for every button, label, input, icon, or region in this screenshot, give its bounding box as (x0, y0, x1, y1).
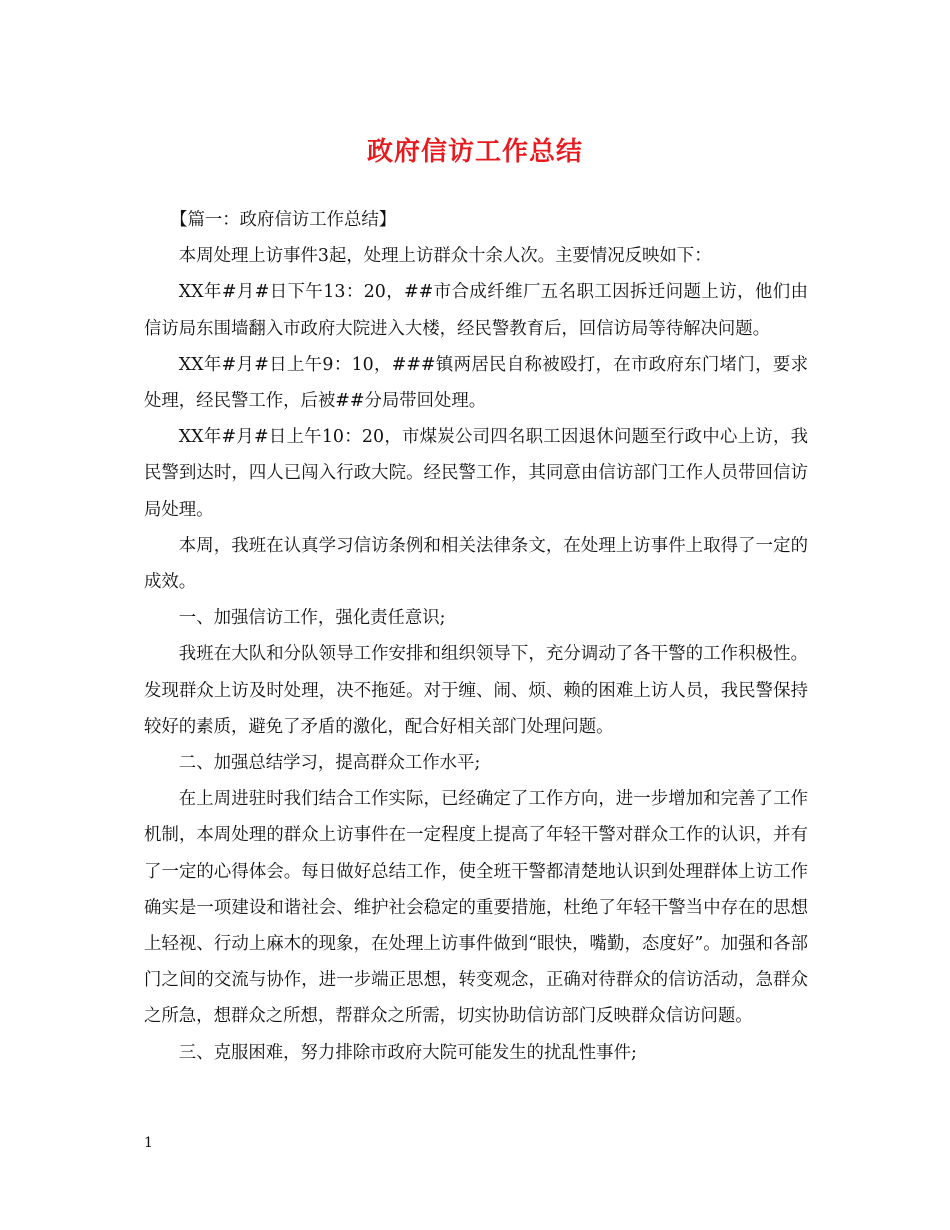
point-heading-3: 三、克服困难，努力排除市政府大院可能发生的扰乱性事件; (178, 1042, 637, 1063)
paragraph-week-results: 本周，我班在认真学习信访条例和相关法律条文，在处理上访事件上取得了一定的成效。 (144, 535, 808, 593)
paragraph-point-1: 我班在大队和分队领导工作安排和组织领导下，充分调动了各干警的工作积极性。发现群众上访及时处理，决不拖延。对于缠、闹、烦、赖的困难上访人员，我民警保持较好的素质，避免了矛盾的激化，配合好相关部门处理问题。 (144, 644, 808, 737)
document-title: 政府信访工作总结 (366, 137, 583, 167)
point-heading-2: 二、加强总结学习，提高群众工作水平; (178, 753, 481, 774)
page-number: 1 (144, 1135, 153, 1151)
section-heading: 【篇一：政府信访工作总结】 (170, 210, 397, 230)
document-body (144, 202, 808, 1071)
paragraph-incident-2: XX年#月#日上午9：10，###镇两居民自称被殴打，在市政府东门堵门，要求处理，经民警工作，后被##分局带回处理。 (144, 354, 808, 412)
paragraph-summary: 本周处理上访事件3起，处理上访群众十余人次。主要情况反映如下： (178, 246, 712, 267)
paragraph-incident-1: XX年#月#日下午13：20，##市合成纤维厂五名职工因拆迁问题上访，他们由信访局东围墙翻入市政府大院进入大楼，经民警教育后，回信访局等待解决问题。 (144, 282, 808, 339)
point-heading-1: 一、加强信访工作，强化责任意识; (178, 608, 446, 629)
paragraph-point-2: 在上周进驻时我们结合工作实际，已经确定了工作方向，进一步增加和完善了工作机制，本周处理的群众上访事件在一定程度上提高了年轻干警对群众工作的认识，并有了一定的心得体会。每日做好总结工作，使全班干警都清楚地认识到处理群体上访工作确实是一项建设和谐社会、维护社会稳定的重要措施，杜绝了年轻干警当中存在的思想上轻视、行动上麻木的现象，在处理上访事件做到“眼快，嘴勤，态度好”。加强和各部门之间的交流与协作，进一步端正思想，转变观念，正确对待群众的信访活动，急群众之所急，想群众之所想，帮群众之所需，切实协助信访部门反映群众信访问题。 (144, 789, 808, 1027)
paragraph-incident-3: XX年#月#日上午10：20，市煤炭公司四名职工因退休问题至行政中心上访，我民警到达时，四人已闯入行政大院。经民警工作，其同意由信访部门工作人员带回信访局处理。 (144, 427, 808, 520)
